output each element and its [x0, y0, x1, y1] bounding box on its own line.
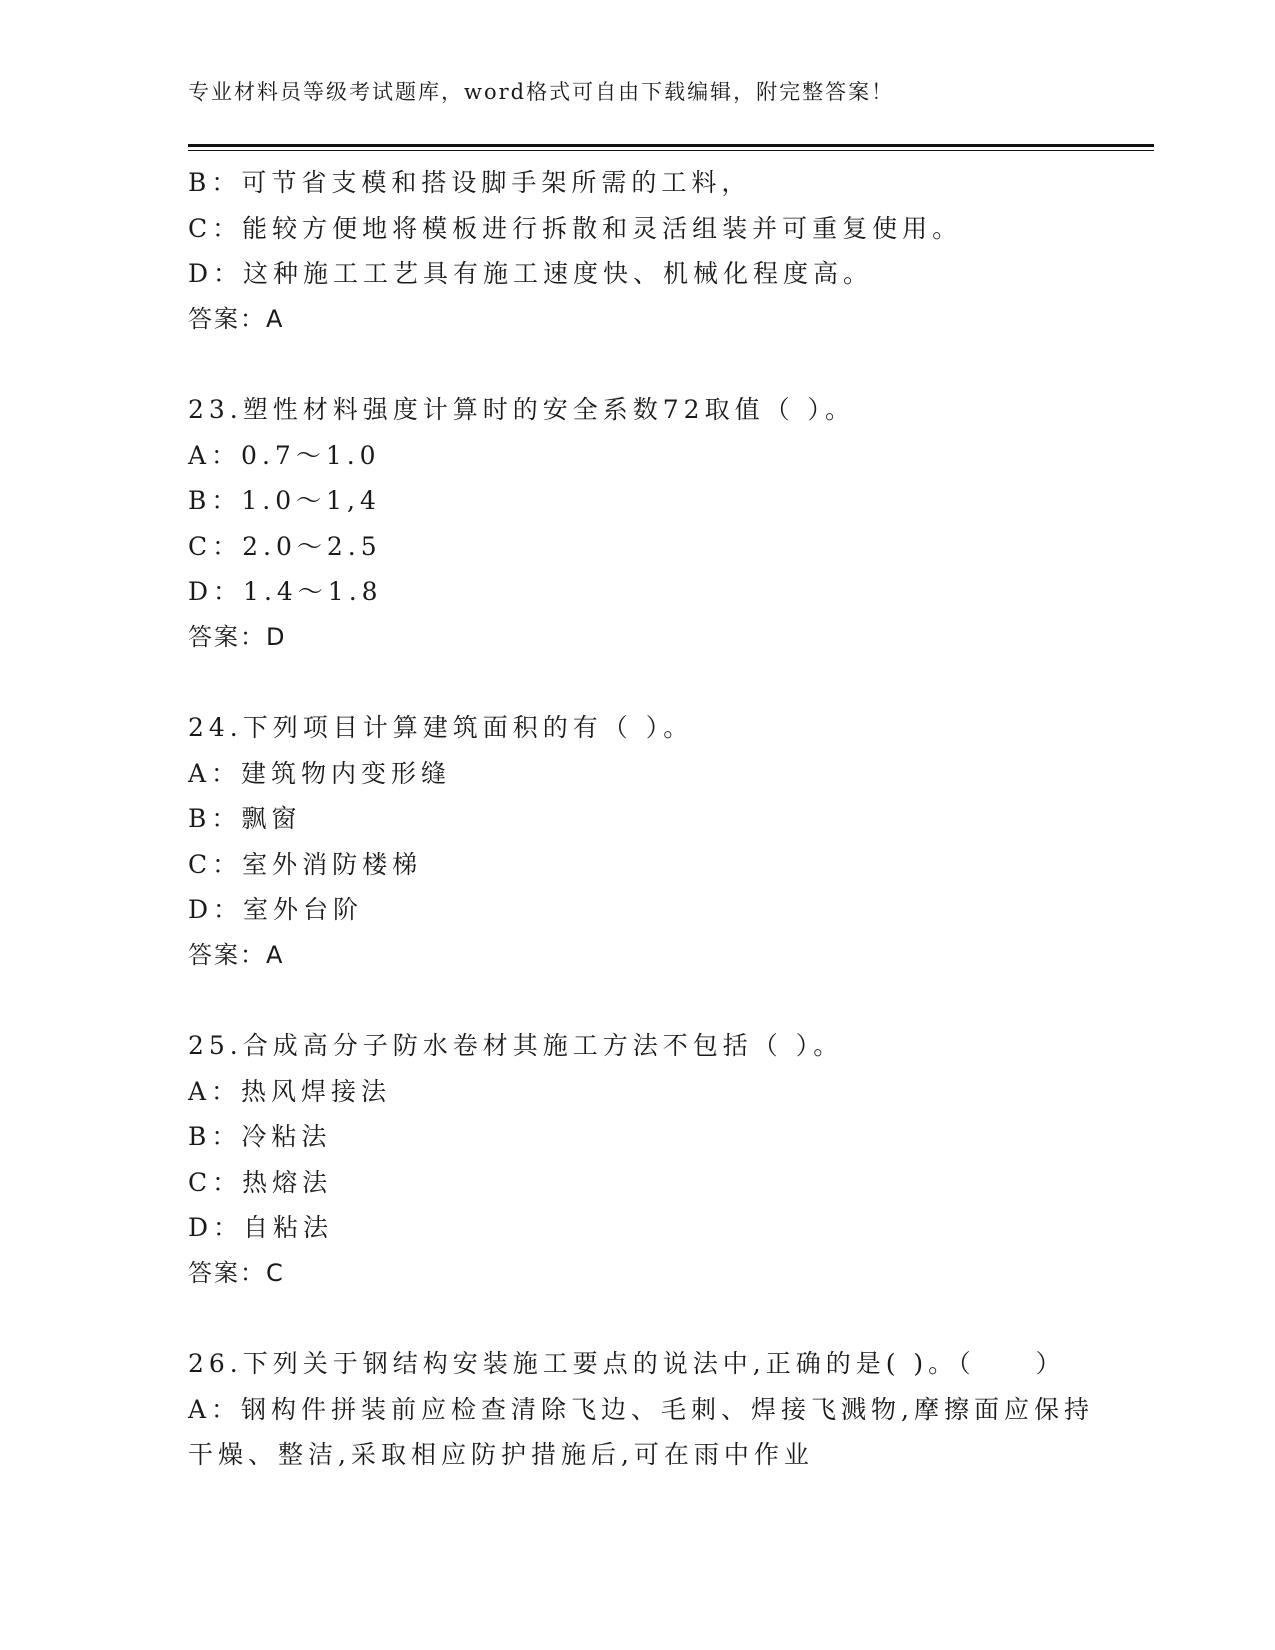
- answer: 答案：D: [188, 622, 287, 651]
- option-b: B：冷粘法: [188, 1122, 332, 1151]
- question-22-continued: [188, 160, 1138, 342]
- option-b: B：1.0～1,4: [188, 486, 381, 515]
- option-d: D：自粘法: [188, 1213, 334, 1242]
- option-b: B：飘窗: [188, 804, 302, 833]
- option-a: A：建筑物内变形缝: [188, 758, 452, 788]
- question-24: [188, 705, 1138, 978]
- answer: 答案：C: [188, 1258, 285, 1287]
- document-body: [188, 160, 1138, 1478]
- option-d: D：1.4～1.8: [188, 577, 383, 606]
- option-c: C：能较方便地将模板进行拆散和灵活组装并可重复使用。: [188, 213, 963, 243]
- question-stem: 26.下列关于钢结构安装施工要点的说法中,正确的是( )。（ ）: [188, 1349, 1066, 1378]
- option-a: A：热风焊接法: [188, 1076, 392, 1106]
- option-d: D：室外台阶: [188, 895, 364, 924]
- option-a: A：0.7～1.0: [188, 440, 381, 470]
- question-26: [188, 1341, 1138, 1478]
- option-c: C：2.0～2.5: [188, 531, 382, 561]
- option-a-continued: 干燥、整洁,采取相应防护措施后,可在雨中作业: [188, 1440, 814, 1469]
- question-23: [188, 387, 1138, 660]
- option-c: C：室外消防楼梯: [188, 849, 423, 879]
- answer: 答案：A: [188, 304, 285, 333]
- question-25: [188, 1023, 1138, 1296]
- option-b: B：可节省支模和搭设脚手架所需的工料，: [188, 168, 752, 197]
- header-rule-thin: [188, 150, 1154, 151]
- option-d: D：这种施工工艺具有施工速度快、机械化程度高。: [188, 259, 874, 288]
- header-rule-thick: [188, 144, 1154, 147]
- page-header: 专业材料员等级考试题库，word格式可自由下载编辑，附完整答案！: [188, 80, 895, 104]
- question-stem: 24.下列项目计算建筑面积的有（ ）。: [188, 713, 694, 742]
- question-stem: 25.合成高分子防水卷材其施工方法不包括（ ）。: [188, 1031, 844, 1060]
- answer: 答案：A: [188, 940, 285, 969]
- question-stem: 23.塑性材料强度计算时的安全系数72取值（ ）。: [188, 395, 856, 424]
- option-c: C：热熔法: [188, 1167, 333, 1197]
- option-a: A：钢构件拼装前应检查清除飞边、毛刺、焊接飞溅物,摩擦面应保持: [188, 1394, 1095, 1424]
